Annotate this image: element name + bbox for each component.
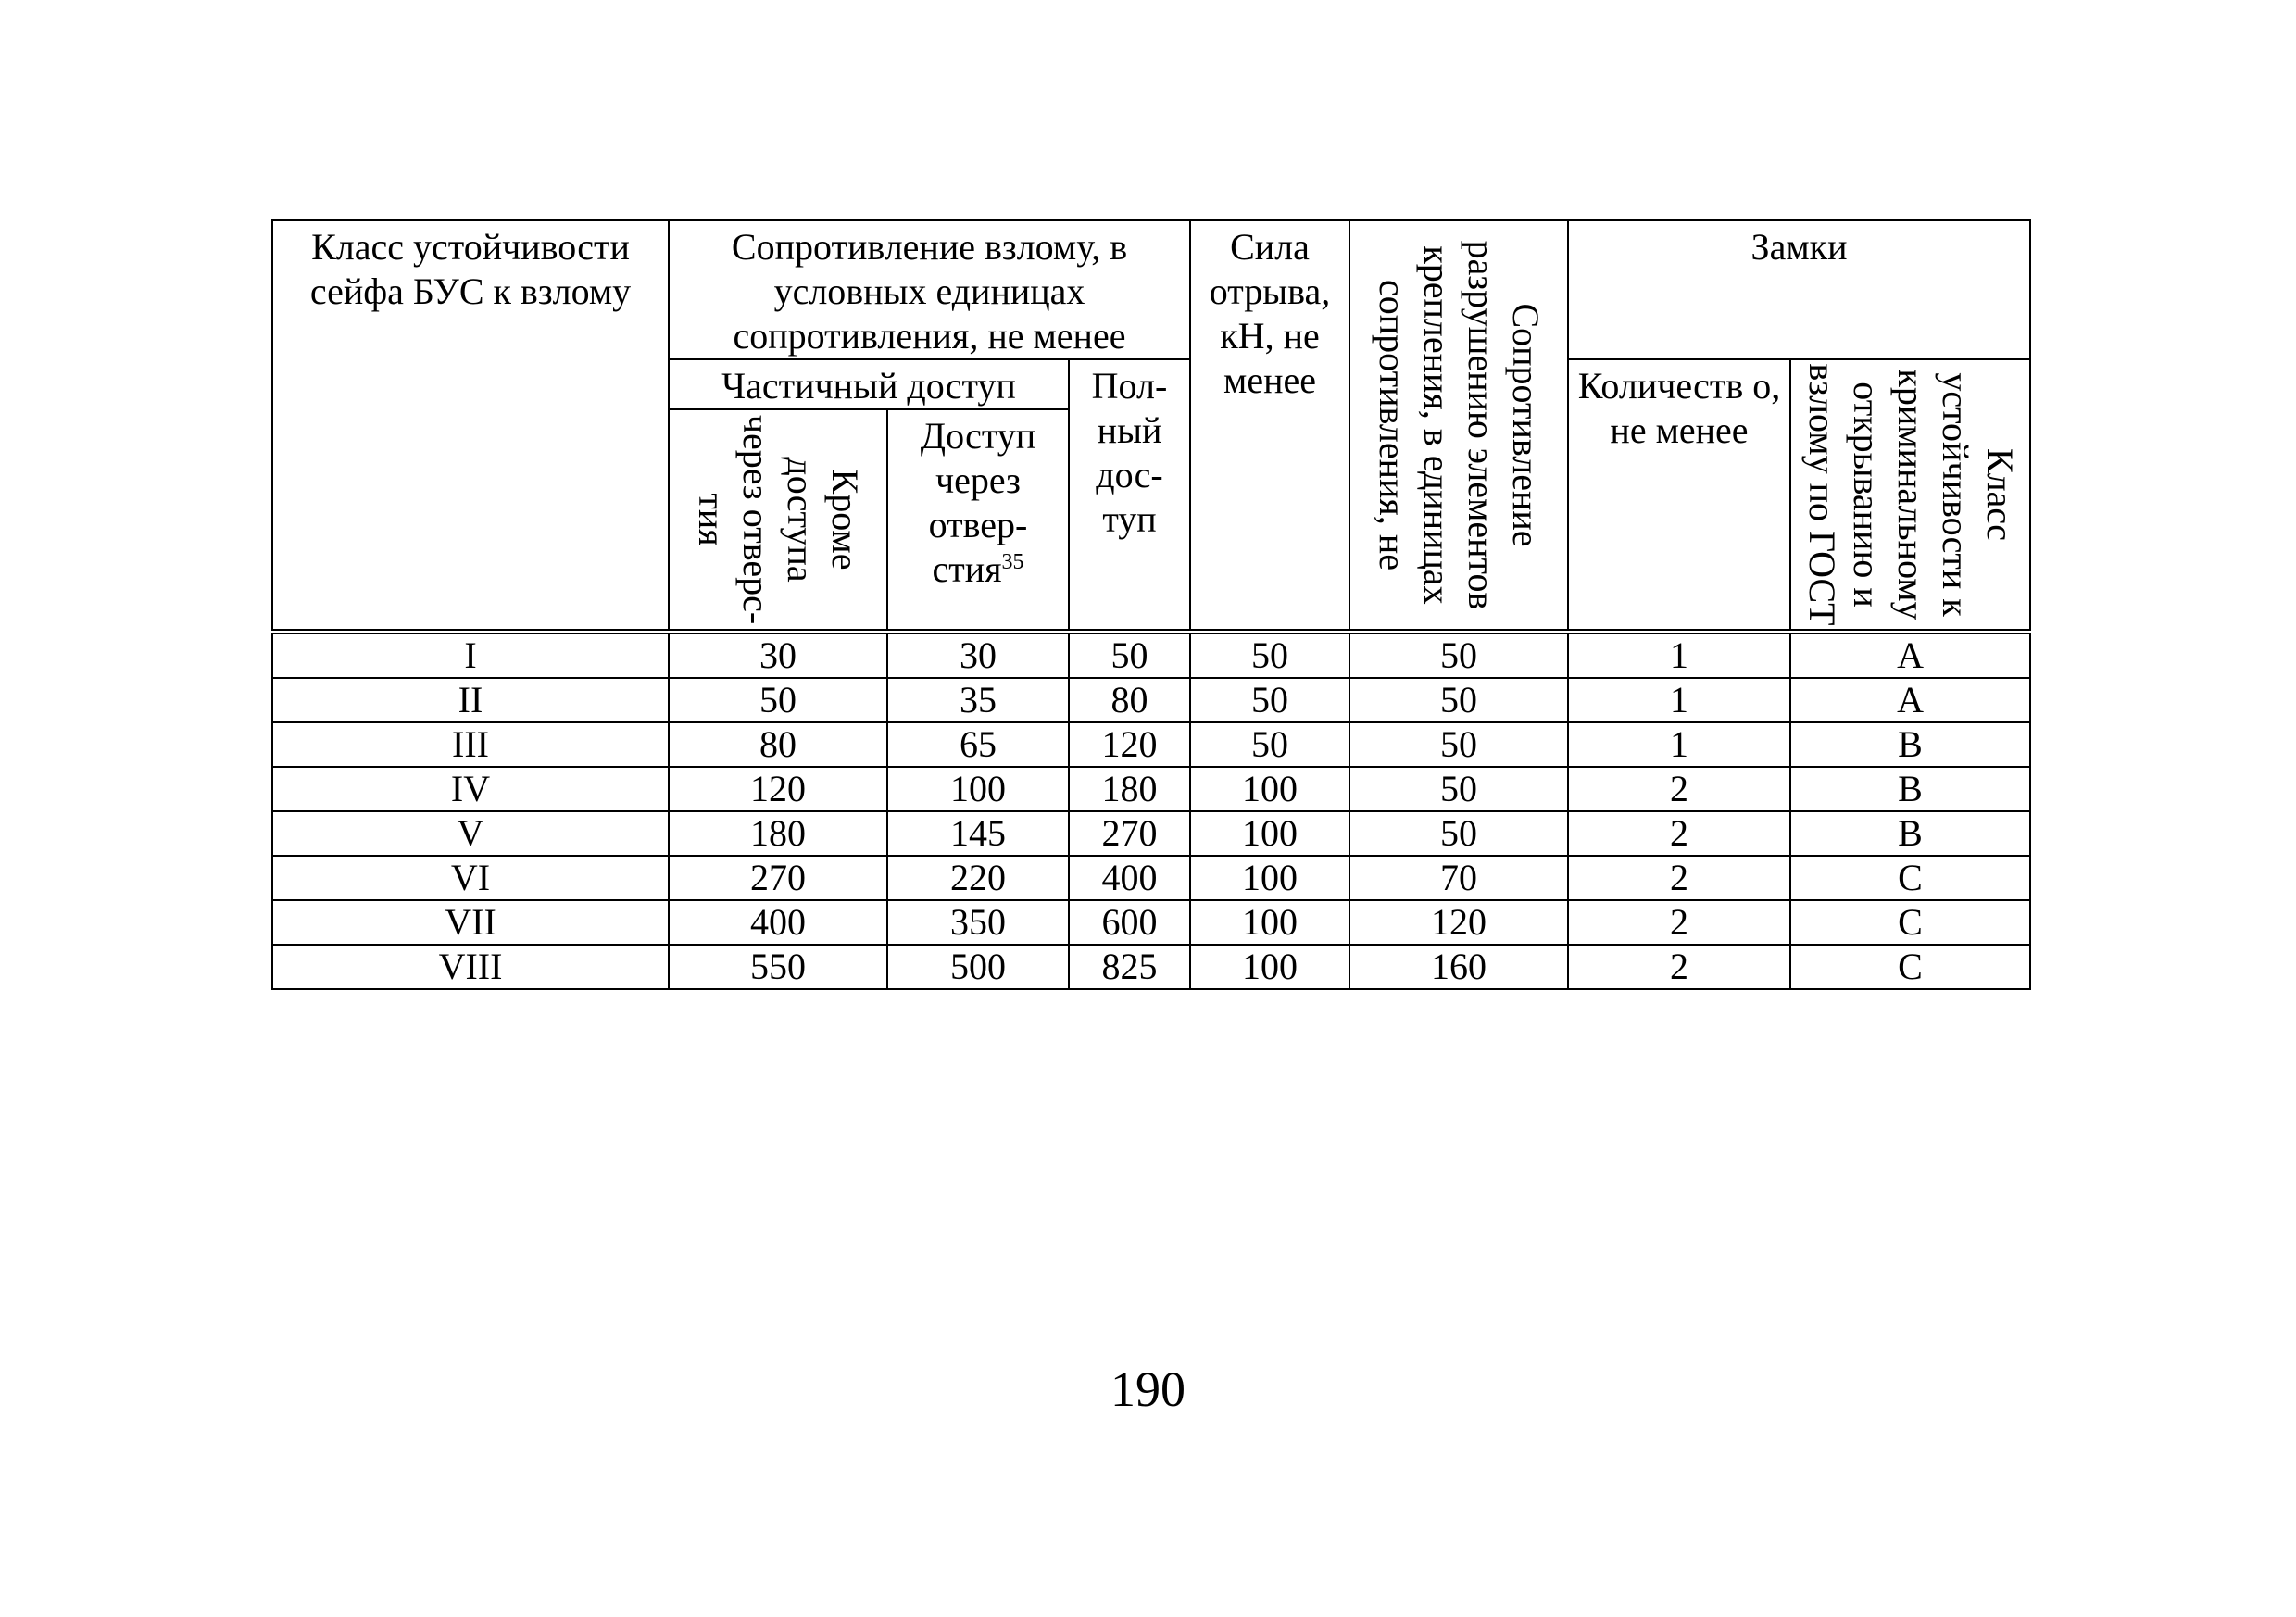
header-partial-access: Частичный доступ: [669, 359, 1069, 409]
header-pull-force: Сила отрыва, кН, не менее: [1190, 220, 1349, 632]
cell-except-via-opening: 180: [669, 811, 887, 856]
cell-anchor-resistance: 120: [1349, 900, 1568, 945]
cell-pull-force: 100: [1190, 945, 1349, 989]
cell-lock-count: 2: [1568, 767, 1790, 811]
table-row: [272, 767, 2030, 811]
cell-pull-force: 100: [1190, 856, 1349, 900]
cell-anchor-resistance: 160: [1349, 945, 1568, 989]
cell-anchor-resistance: 50: [1349, 767, 1568, 811]
cell-lock-class: A: [1790, 632, 2030, 678]
cell-except-via-opening: 270: [669, 856, 887, 900]
table-body: [272, 632, 2030, 989]
cell-full-access: 120: [1069, 722, 1190, 767]
cell-except-via-opening: 120: [669, 767, 887, 811]
cell-via-opening: 220: [887, 856, 1069, 900]
cell-pull-force: 50: [1190, 678, 1349, 722]
cell-class: VIII: [272, 945, 669, 989]
cell-except-via-opening: 30: [669, 632, 887, 678]
cell-except-via-opening: 550: [669, 945, 887, 989]
cell-anchor-resistance: 70: [1349, 856, 1568, 900]
cell-except-via-opening: 400: [669, 900, 887, 945]
cell-lock-count: 1: [1568, 632, 1790, 678]
cell-lock-class: C: [1790, 945, 2030, 989]
cell-class: III: [272, 722, 669, 767]
cell-class: VII: [272, 900, 669, 945]
table-row: [272, 811, 2030, 856]
header-full-access: Пол- ный дос- туп: [1069, 359, 1190, 632]
header-resistance-group: Сопротивление взлому, в условных единицах сопротивления, не менее: [669, 220, 1190, 359]
cell-except-via-opening: 50: [669, 678, 887, 722]
cell-full-access: 400: [1069, 856, 1190, 900]
anchor-resistance-rotated-text: Сопротивление разрушению элементов крепления, в единицах сопротивления, не: [1372, 240, 1547, 610]
header-via-opening: Доступ через отвер- стия$^{35}$: [887, 409, 1069, 632]
cell-lock-class: B: [1790, 811, 2030, 856]
table-row: [272, 678, 2030, 722]
cell-via-opening: 65: [887, 722, 1069, 767]
cell-via-opening: 350: [887, 900, 1069, 945]
cell-via-opening: 145: [887, 811, 1069, 856]
cell-full-access: 80: [1069, 678, 1190, 722]
cell-lock-class: C: [1790, 900, 2030, 945]
cell-except-via-opening: 80: [669, 722, 887, 767]
header-lock-count: Количеств о, не менее: [1568, 359, 1790, 632]
table-row: [272, 856, 2030, 900]
header-lock-class: [1790, 359, 2030, 632]
cell-class: V: [272, 811, 669, 856]
cell-class: I: [272, 632, 669, 678]
cell-class: IV: [272, 767, 669, 811]
safe-resistance-table: [271, 219, 2031, 990]
lock-class-rotated-text: Класс устойчивости к криминальному открыванию и взлому по ГОСТ: [1800, 363, 2021, 626]
cell-lock-count: 2: [1568, 900, 1790, 945]
header-except-via-opening: [669, 409, 887, 632]
cell-lock-class: B: [1790, 767, 2030, 811]
cell-lock-count: 2: [1568, 945, 1790, 989]
cell-pull-force: 50: [1190, 632, 1349, 678]
cell-lock-count: 2: [1568, 811, 1790, 856]
cell-anchor-resistance: 50: [1349, 678, 1568, 722]
table-header: [272, 220, 2030, 632]
header-class: Класс устойчивости сейфа БУС к взлому: [272, 220, 669, 632]
cell-full-access: 825: [1069, 945, 1190, 989]
table-row: [272, 900, 2030, 945]
header-anchor-resistance: [1349, 220, 1568, 632]
cell-pull-force: 50: [1190, 722, 1349, 767]
table-row: [272, 945, 2030, 989]
header-locks: Замки: [1568, 220, 2030, 359]
cell-full-access: 270: [1069, 811, 1190, 856]
cell-via-opening: 30: [887, 632, 1069, 678]
cell-lock-class: C: [1790, 856, 2030, 900]
cell-full-access: 50: [1069, 632, 1190, 678]
cell-pull-force: 100: [1190, 767, 1349, 811]
table-row: [272, 722, 2030, 767]
cell-class: VI: [272, 856, 669, 900]
cell-class: II: [272, 678, 669, 722]
cell-full-access: 180: [1069, 767, 1190, 811]
cell-pull-force: 100: [1190, 811, 1349, 856]
cell-via-opening: 35: [887, 678, 1069, 722]
cell-lock-class: A: [1790, 678, 2030, 722]
except-via-opening-rotated-text: Кроме доступа через отверс- тия: [691, 414, 866, 625]
footnote-marker: 35: [1001, 550, 1024, 574]
page-number: 190: [1110, 1361, 1186, 1417]
cell-lock-count: 1: [1568, 722, 1790, 767]
cell-via-opening: 500: [887, 945, 1069, 989]
cell-lock-class: B: [1790, 722, 2030, 767]
cell-anchor-resistance: 50: [1349, 632, 1568, 678]
cell-anchor-resistance: 50: [1349, 722, 1568, 767]
table-row: [272, 632, 2030, 678]
cell-full-access: 600: [1069, 900, 1190, 945]
cell-pull-force: 100: [1190, 900, 1349, 945]
cell-lock-count: 1: [1568, 678, 1790, 722]
cell-lock-count: 2: [1568, 856, 1790, 900]
cell-anchor-resistance: 50: [1349, 811, 1568, 856]
cell-via-opening: 100: [887, 767, 1069, 811]
